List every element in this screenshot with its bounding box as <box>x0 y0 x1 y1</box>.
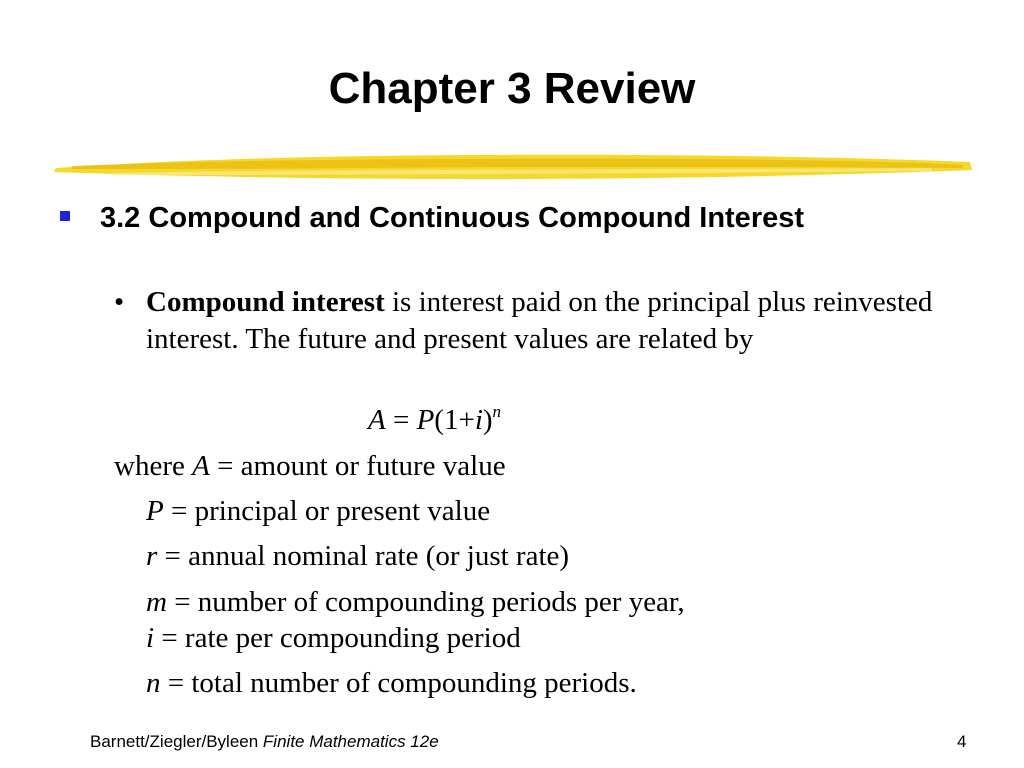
section-heading <box>60 200 940 236</box>
variable-definition: n = total number of compounding periods. <box>146 667 637 699</box>
definition-term: Compound interest <box>146 286 385 318</box>
section-heading-text: 3.2 Compound and Continuous Compound Interest <box>100 202 805 234</box>
variable-definition: where A = amount or future value <box>114 450 506 482</box>
definition-paragraph <box>114 284 934 358</box>
footer-citation: Barnett/Ziegler/Byleen Finite Mathematics 12e <box>90 732 439 751</box>
book-title: Finite Mathematics 12e <box>262 732 439 751</box>
compound-interest-formula: $A = P(1+i)^n$ <box>368 402 502 436</box>
yellow-brush-stroke <box>52 148 974 184</box>
definition-body: is interest paid on the principal plus reinvested interest. The future and present values are related by <box>146 286 933 355</box>
page-number: 4 <box>957 732 967 751</box>
round-bullet-icon: • <box>114 286 125 318</box>
slide-title: Chapter 3 Review <box>328 64 696 113</box>
variable-definition: P = principal or present value <box>146 495 491 527</box>
square-bullet-icon <box>60 211 70 221</box>
variable-definition: m = number of compounding periods per year, <box>146 586 685 618</box>
definition-text <box>146 284 934 358</box>
variable-definition: i = rate per compounding period <box>146 622 521 654</box>
variable-definition: r = annual nominal rate (or just rate) <box>146 540 570 572</box>
where-label: where <box>114 450 193 482</box>
